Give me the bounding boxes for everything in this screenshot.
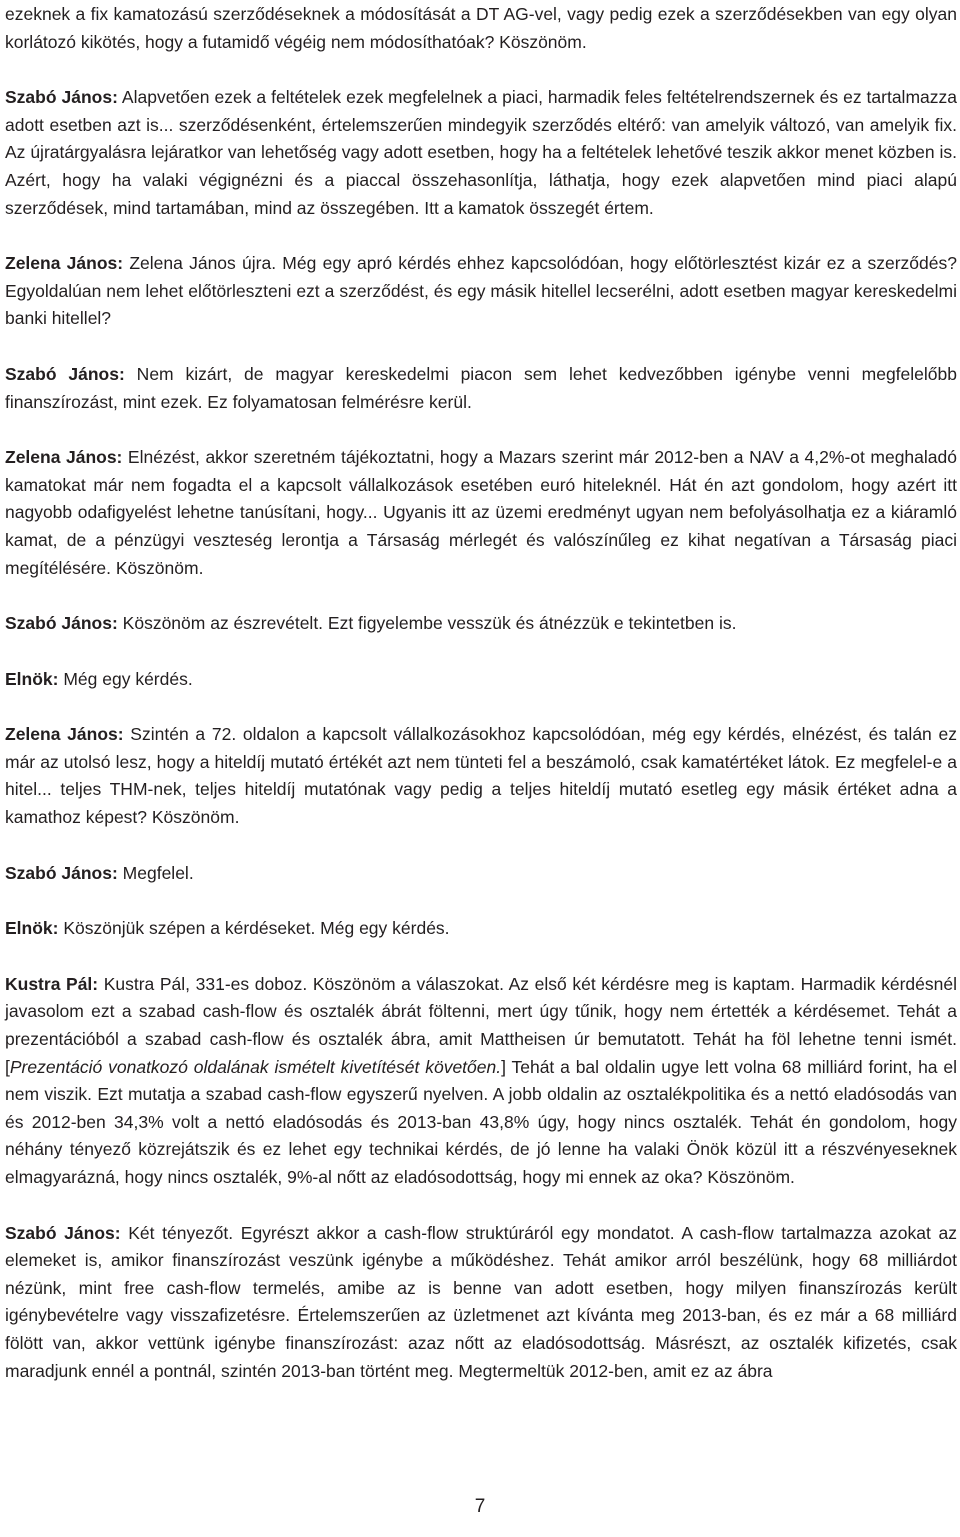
paragraph-4 bbox=[5, 361, 957, 416]
paragraph-1 bbox=[5, 1, 957, 56]
paragraph-9 bbox=[5, 860, 957, 888]
speaker-name: Szabó János: bbox=[5, 862, 118, 883]
speaker-name: Zelena János: bbox=[5, 447, 123, 468]
paragraph-7 bbox=[5, 666, 957, 694]
paragraph-2 bbox=[5, 84, 957, 222]
document-page bbox=[5, 0, 957, 1413]
paragraph-text: Nem kizárt, de magyar kereskedelmi piacon sem lehet kedvezőbben igénybe venni megfelelőbb finanszírozást, mint ezek. Ez folyamatosan felmérésre kerül. bbox=[5, 363, 957, 412]
paragraph-3 bbox=[5, 250, 957, 333]
paragraph-text: Zelena János újra. Még egy apró kérdés ehhez kapcsolódóan, hogy előtörlesztést kizár ez a szerződés? Egyoldalúan nem lehet előtörleszteni ezt a szerződést, és egy másik hitellel lecserélni, adott esetben magyar kereskedelmi banki hitellel? bbox=[5, 253, 957, 329]
paragraph-8 bbox=[5, 721, 957, 831]
speaker-name: Szabó János: bbox=[5, 1222, 121, 1243]
paragraph-6 bbox=[5, 610, 957, 638]
paragraph-text: Köszönjük szépen a kérdéseket. Még egy kérdés. bbox=[58, 918, 450, 939]
speaker-name: Kustra Pál: bbox=[5, 973, 99, 994]
paragraph-text: Elnézést, akkor szeretném tájékoztatni, hogy a Mazars szerint már 2012-ben a NAV a 4,2%-ot meghaladó kamatokat már nem fogadta el a kapcsolt vállalkozások esetében euró hiteleknél. Hát én azt gondolom, hogy azért itt nagyobb odafigyelést lehetne tanúsítani, hogy... Ugyanis itt az üzemi eredményt ugyan nem befolyásolhatja ez a kiáramló kamat, de a pénzügyi veszteség lerontja a Társaság mérlegét és valószínűleg ez kihat negatívan a Társaság piaci megítélésére. Köszönöm. bbox=[5, 447, 957, 578]
paragraph-text: Két tényezőt. Egyrészt akkor a cash-flow struktúráról egy mondatot. A cash-flow tartalmazza azokat az elemeket is, amikor finanszírozást veszünk igénybe a működéshez. Tehát amikor arról beszélünk, hogy 68 milliárdot nézünk, mint free cash-flow termelés, amibe az is benne van adott esetben, hogy milyen finanszírozás került igénybevételre vagy visszafizetésre. Értelemszerűen az üzletmenet azt kívánta meg 2013-ban, és ez már a 68 milliárd fölött van, akkor vettünk igénybe finanszírozást: azaz nőtt az eladósodottság. Másrészt, az osztalék kifizetés, csak maradjunk ennél a pontnál, szintén 2013-ban történt meg. Megtermeltük 2012-ben, amit ez az ábra bbox=[5, 1222, 957, 1381]
paragraph-text: Alapvetően ezek a feltételek ezek megfelelnek a piaci, harmadik feles feltételrendszernek és ez tartalmazza adott esetben azt is... szerződésenként, értelemszerűen mindegyik szerződés eltérő: van amelyik változó, van amelyik fix. Az újratárgyalásra lejáratkor van lehetőség vagy adott esetben, hogy ha a feltételek lehetővé teszik akkor menet közben is. Azért, hogy ha valaki végignézni és a piaccal összehasonlítja, láthatja, hogy ezek alapvetően mind piaci alapú szerződések, mind tartamában, mind az összegében. Itt a kamatok összegét értem. bbox=[5, 87, 957, 218]
paragraph-5 bbox=[5, 444, 957, 582]
speaker-name: Elnök: bbox=[5, 918, 59, 939]
speaker-name: Zelena János: bbox=[5, 724, 124, 745]
paragraph-11 bbox=[5, 971, 957, 1192]
speaker-name: Szabó János: bbox=[5, 87, 118, 108]
paragraph-text: Megfelel. bbox=[117, 862, 194, 883]
paragraph-text-continued: ] Tehát a bal oldalin ugye lett volna 68 milliárd forint, ha el nem viszik. Ezt mutatja a szabad cash-flow egyszerű nyelven. A jobb oldalin az osztalékpolitika és a nettó eladósodás van és 2012-ben 34,3% volt a nettó eladósodás és 2013-ban 43,8% úgy, hogy nincs osztalék. Tehát én gondolom, hogy néhány tényező közrejátszik és ez lehet egy technikai kérdés, de jó lenne ha valaki Önök közül itt a részvényeseknek elmagyarázná, hogy nincs osztalék, 9%-al nőtt az eladósodottság, hogy mi ennek az oka? Köszönöm. bbox=[5, 1056, 957, 1187]
paragraph-text: Kustra Pál, 331-es doboz. Köszönöm a válaszokat. Az első két kérdésre meg is kaptam. Harmadik kérdésnél javasolom ezt a szabad cash-flow és osztalék ábrát föltenni, mert úgy tűnik, hogy nem értették a kérdésemet. Tehát a prezentációból a szabad cash-flow és osztalék ábra, amit Mattheisen úr bemutatott. Tehát ha föl lehetne tenni ismét. [ bbox=[5, 973, 957, 1077]
paragraph-10 bbox=[5, 915, 957, 943]
speaker-name: Zelena János: bbox=[5, 253, 124, 274]
paragraph-text: Köszönöm az észrevételt. Ezt figyelembe vesszük és átnézzük e tekintetben is. bbox=[117, 613, 737, 634]
speaker-name: Szabó János: bbox=[5, 363, 125, 384]
paragraph-text: Még egy kérdés. bbox=[58, 668, 193, 689]
italic-stage-direction: Prezentáció vonatkozó oldalának ismételt kivetítését követően. bbox=[9, 1056, 502, 1077]
speaker-name: Elnök: bbox=[5, 668, 59, 689]
page-number: 7 bbox=[474, 1496, 486, 1517]
speaker-name: Szabó János: bbox=[5, 613, 118, 634]
paragraph-text: ezeknek a fix kamatozású szerződéseknek a módosítását a DT AG-vel, vagy pedig ezek a szerződésekben van egy olyan korlátozó kikötés, hogy a futamidő végéig nem módosíthatóak? Köszönöm. bbox=[5, 4, 957, 52]
paragraph-12 bbox=[5, 1220, 957, 1386]
paragraph-text: Szintén a 72. oldalon a kapcsolt vállalkozásokhoz kapcsolódóan, még egy kérdés, elnézést, és talán ez már az utolsó lesz, hogy a hiteldíj mutató értékét azt nem tünteti fel a beszámoló, csak kamatértéket látok. Ez megfelel-e a hitel... teljes THM-nek, teljes hiteldíj mutatónak vagy pedig a teljes hiteldíj mutató esetleg egy másik értéket adna a kamathoz képest? Köszönöm. bbox=[5, 724, 957, 828]
